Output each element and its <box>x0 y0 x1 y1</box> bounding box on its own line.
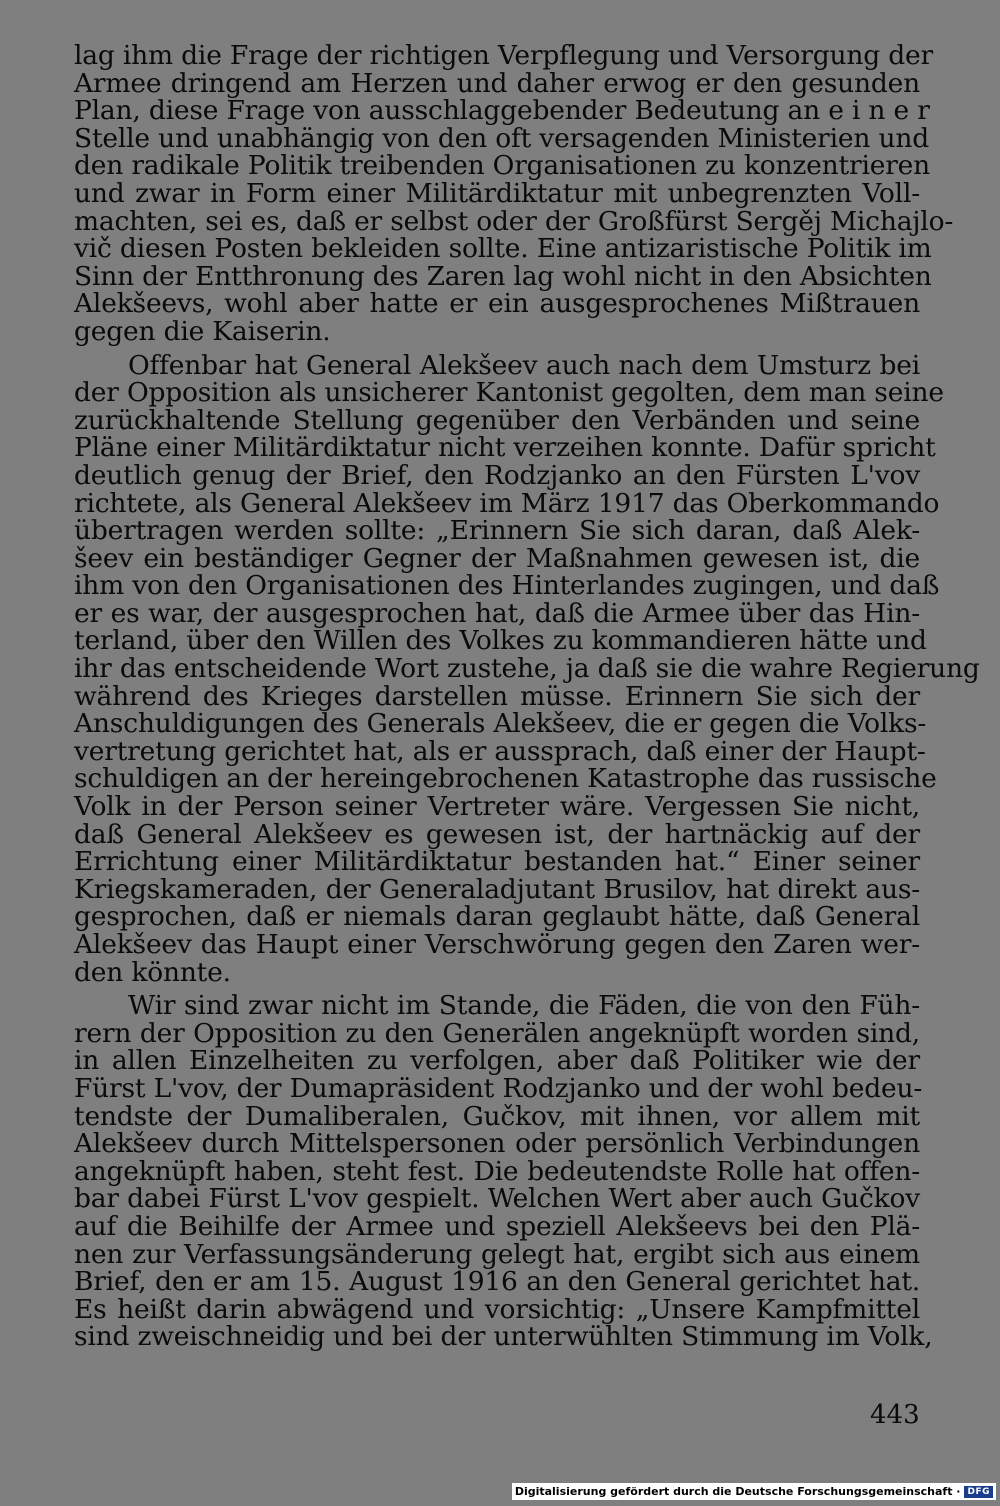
text-line: tendste der Dumaliberalen, Gučkov, mit ihnen, vor allem mit <box>74 1100 920 1132</box>
text-line: Anschuldigungen des Generals Alekšeev, die er gegen die Volks- <box>74 708 927 740</box>
text-line: machten, sei es, daß er selbst oder der Großfürst Sergěj Michajlo- <box>74 205 954 237</box>
text-line: während des Krieges darstellen müsse. Erinnern Sie sich der <box>74 680 920 712</box>
text-line: Fürst L'vov, der Dumapräsident Rodzjanko und der wohl bedeu- <box>74 1072 923 1104</box>
text-line: terland, über den Willen des Volkes zu kommandieren hätte und <box>74 625 927 657</box>
text-line: Errichtung einer Militärdiktatur bestanden hat.“ Einer seiner <box>74 846 920 878</box>
text-line: der Opposition als unsicherer Kantonist gegolten, dem man seine <box>74 377 944 409</box>
dfg-logo: DFG <box>964 1486 993 1498</box>
text-line: Volk in der Person seiner Vertreter wäre. Vergessen Sie nicht, <box>74 791 920 823</box>
paragraph <box>74 40 954 347</box>
page-number: 443 <box>870 1400 920 1430</box>
text-line: Brief, den er am 15. August 1916 an den General gerichtet hat. <box>74 1266 920 1298</box>
text-line: daß General Alekšeev es gewesen ist, der hartnäckig auf der <box>74 818 920 850</box>
text-line: Es heißt darin abwägend und vorsichtig: „Unsere Kampfmittel <box>74 1293 920 1325</box>
text-line: Armee dringend am Herzen und daher erwog er den gesunden <box>74 67 920 99</box>
text-line: sind zweischneidig und bei der unterwühlten Stimmung im Volk, <box>74 1321 933 1353</box>
text-line: ihr das entscheidende Wort zustehe, ja daß sie die wahre Regierung <box>74 653 980 685</box>
text-line: Alekšeevs, wohl aber hatte er ein ausgesprochenes Mißtrauen <box>74 288 920 320</box>
text-line: zurückhaltende Stellung gegenüber den Verbänden und seine <box>74 404 920 436</box>
text-line: Wir sind zwar nicht im Stande, die Fäden, die von den Füh- <box>128 990 920 1022</box>
footer-text: Digitalisierung gefördert durch die Deutsche Forschungsgemeinschaft · <box>514 1485 961 1498</box>
text-line: rern der Opposition zu den Generälen angeknüpft worden sind, <box>74 1017 920 1049</box>
text-line: in allen Einzelheiten zu verfolgen, aber daß Politiker wie der <box>74 1045 920 1077</box>
text-line: vič diesen Posten bekleiden sollte. Eine antizaristische Politik im <box>74 233 932 265</box>
text-line: Plan, diese Frage von ausschlaggebender Bedeutung an e i n e r <box>74 95 930 127</box>
text-line: schuldigen an der hereingebrochenen Katastrophe das russische <box>74 763 937 795</box>
text-line: auf die Beihilfe der Armee und speziell Alekšeevs bei den Plä- <box>74 1210 920 1242</box>
text-line: ihm von den Organisationen des Hinterlandes zugingen, und daß <box>74 570 940 602</box>
text-line: übertragen werden sollte: „Erinnern Sie sich daran, daß Alek- <box>74 515 920 547</box>
text-line: lag ihm die Frage der richtigen Verpflegung und Versorgung der <box>74 40 933 71</box>
text-line: den radikale Politik treibenden Organisationen zu konzentrieren <box>74 150 931 182</box>
text-line: Offenbar hat General Alekšeev auch nach dem Umsturz bei <box>128 349 920 381</box>
footer-credit <box>512 1483 996 1500</box>
text-line: Kriegskameraden, der Generaladjutant Brusilov, hat direkt aus- <box>74 873 920 905</box>
text-line: vertretung gerichtet hat, als er aussprach, daß einer der Haupt- <box>74 735 926 767</box>
text-line: gesprochen, daß er niemals daran geglaubt hätte, daß General <box>74 901 920 933</box>
page-body <box>74 40 980 1353</box>
text-line: er es war, der ausgesprochen hat, daß die Armee über das Hin- <box>74 597 920 629</box>
text-line: nen zur Verfassungsänderung gelegt hat, ergibt sich aus einem <box>74 1238 920 1270</box>
text-line: Alekšeev das Haupt einer Verschwörung gegen den Zaren wer- <box>74 929 920 960</box>
text-line: Stelle und unabhängig von den oft versagenden Ministerien und <box>74 122 929 154</box>
text-line: und zwar in Form einer Militärdiktatur mit unbegrenzten Voll- <box>74 177 920 209</box>
text-line: deutlich genug der Brief, den Rodzjanko an den Fürsten L'vov <box>74 459 920 491</box>
text-line: angeknüpft haben, steht fest. Die bedeutendste Rolle hat offen- <box>74 1155 920 1187</box>
text-line: den könnte. <box>74 956 231 988</box>
text-line: Sinn der Entthronung des Zaren lag wohl nicht in den Absichten <box>74 260 932 292</box>
text-line: Alekšeev durch Mittelspersonen oder persönlich Verbindungen <box>74 1128 920 1160</box>
text-line: gegen die Kaiserin. <box>74 315 331 347</box>
text-line: bar dabei Fürst L'vov gespielt. Welchen Wert aber auch Gučkov <box>74 1183 920 1215</box>
paragraph <box>74 990 933 1353</box>
text-line: Pläne einer Militärdiktatur nicht verzeihen konnte. Dafür spricht <box>74 432 936 464</box>
paragraph <box>74 349 980 988</box>
text-line: richtete, als General Alekšeev im März 1917 das Oberkommando <box>74 487 940 519</box>
text-line: šeev ein beständiger Gegner der Maßnahmen gewesen ist, die <box>74 542 920 574</box>
